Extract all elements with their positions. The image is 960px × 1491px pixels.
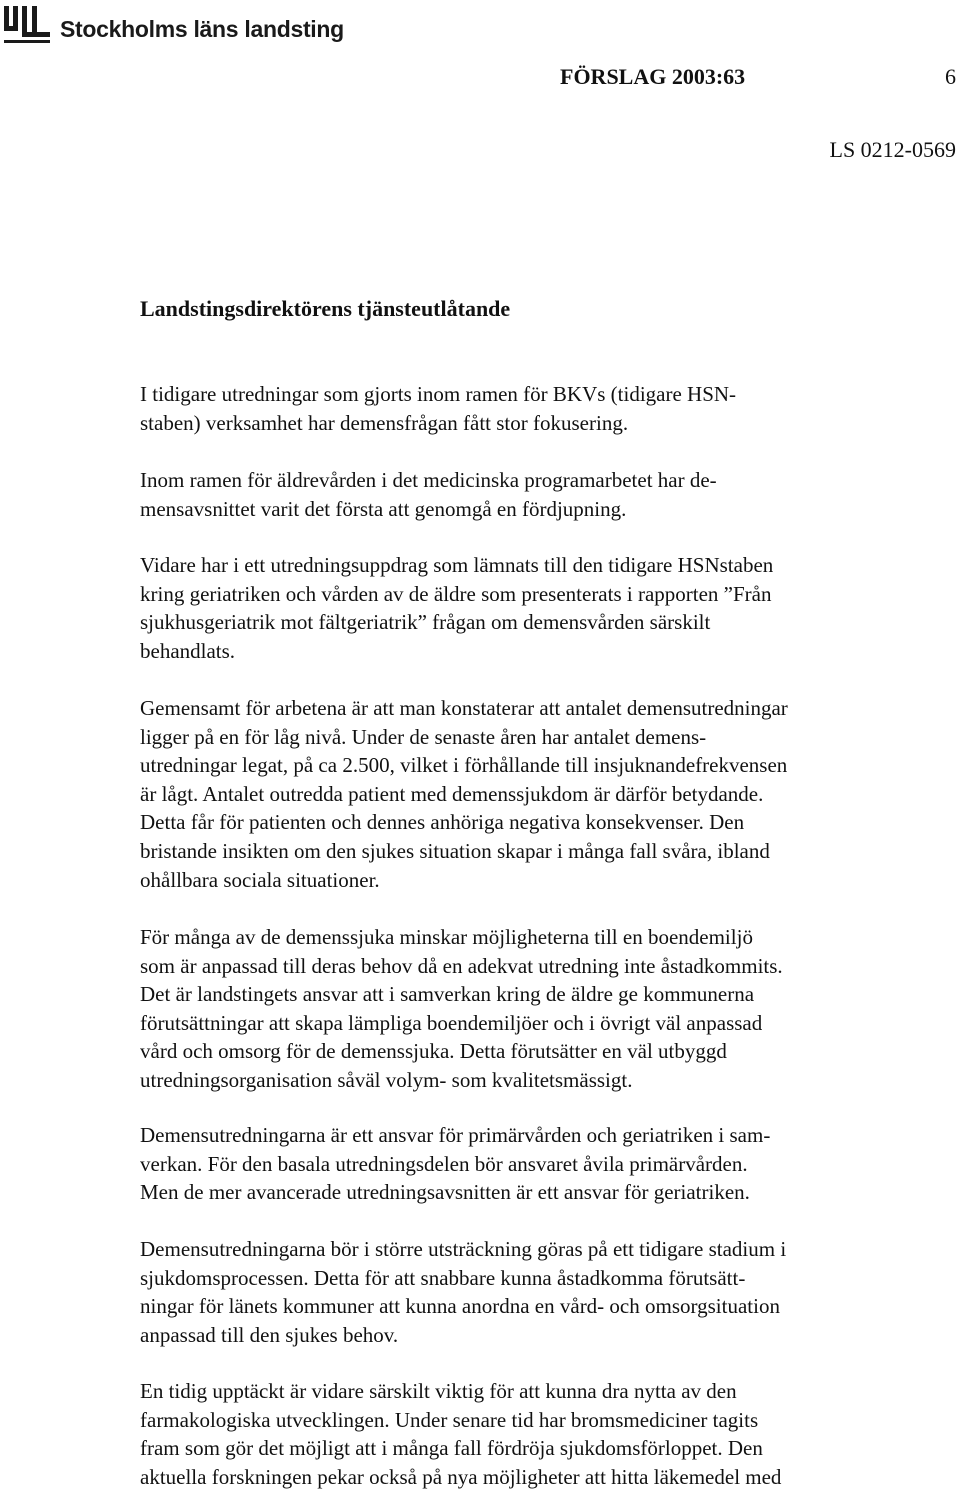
page-number: 6	[945, 64, 956, 89]
text-line: farmakologiska utvecklingen. Under senare tid har bromsmediciner tagits	[140, 1407, 759, 1432]
sll-logo-icon	[2, 4, 52, 46]
text-line: mensavsnittet varit det första att genomgå en fördjupning.	[140, 496, 627, 521]
text-line: Men de mer avancerade utredningsavsnitten är ett ansvar för geriatriken.	[140, 1180, 750, 1205]
text-line: Vidare har i ett utredningsuppdrag som lämnats till den tidigare HSNstaben	[140, 553, 774, 577]
text-line: anpassad till den sjukes behov.	[140, 1322, 399, 1347]
paragraph	[140, 1121, 770, 1207]
text-line: behandlats.	[140, 638, 236, 663]
text-line: utredningar legat, på ca 2.500, vilket i förhållande till insjuknandefrekvensen	[140, 753, 788, 778]
paragraph	[140, 551, 773, 665]
text-line: är lågt. Antalet outredda patient med demenssjukdom är därför betydande.	[140, 781, 764, 806]
text-line: sjukhusgeriatrik mot fältgeriatrik” frågan om demensvården särskilt	[140, 610, 711, 635]
text-line: staben) verksamhet har demensfrågan fått stor fokusering.	[140, 410, 629, 435]
paragraph	[140, 1235, 786, 1349]
text-line: ohållbara sociala situationer.	[140, 867, 380, 892]
text-line: utredningsorganisation såväl volym- som kvalitetsmässigt.	[140, 1067, 633, 1092]
text-line: aktuella forskningen pekar också på nya möjligheter att hitta läkemedel med	[140, 1464, 782, 1489]
paragraph	[140, 466, 717, 523]
text-line: ligger på en för låg nivå. Under de senaste åren har antalet demens-	[140, 724, 707, 749]
org-name: Stockholms läns landsting	[60, 15, 344, 42]
text-line: verkan. För den basala utredningsdelen bör ansvaret åvila primärvården.	[140, 1151, 748, 1176]
text-line: Demensutredningarna är ett ansvar för primärvården och geriatriken i sam-	[140, 1123, 771, 1147]
text-line: En tidig upptäckt är vidare särskilt viktig för att kunna dra nytta av den	[140, 1379, 737, 1403]
reference-number: LS 0212-0569	[829, 137, 956, 162]
text-line: I tidigare utredningar som gjorts inom ramen för BKVs (tidigare HSN-	[140, 382, 737, 406]
text-line: kring geriatriken och vården av de äldre som presenterats i rapporten ”Från	[140, 581, 772, 606]
paragraph	[140, 694, 788, 894]
text-line: som är anpassad till deras behov då en adekvat utredning inte åstadkommits.	[140, 953, 783, 978]
text-line: ningar för länets kommuner att kunna anordna en vård- och omsorgsituation	[140, 1294, 780, 1319]
text-line: Detta får för patienten och dennes anhöriga negativa konsekvenser. Den	[140, 810, 745, 835]
document-id: FÖRSLAG 2003:63	[560, 64, 746, 89]
text-line: vård och omsorg för de demenssjuka. Detta förutsätter en väl utbyggd	[140, 1039, 727, 1064]
text-line: Demensutredningarna bör i större utsträckning göras på ett tidigare stadium i	[140, 1237, 787, 1261]
text-line: Det är landstingets ansvar att i samverkan kring de äldre ge kommunerna	[140, 982, 755, 1007]
text-line: fram som gör det möjligt att i många fall fördröja sjukdomsförloppet. Den	[140, 1436, 763, 1461]
text-line: Gemensamt för arbetena är att man konstaterar att antalet demensutredningar	[140, 696, 788, 720]
text-line: förutsättningar att skapa lämpliga boendemiljöer och i övrigt väl anpassad	[140, 1010, 763, 1035]
document-title: Landstingsdirektörens tjänsteutlåtande	[140, 296, 511, 321]
text-line: bristande insikten om den sjukes situation skapar i många fall svåra, ibland	[140, 838, 770, 863]
org-logo	[2, 3, 344, 47]
text-line: För många av de demenssjuka minskar möjligheterna till en boendemiljö	[140, 925, 753, 949]
text-line: sjukdomsprocessen. Detta för att snabbare kunna åstadkomma förutsätt-	[140, 1265, 746, 1290]
text-line: Inom ramen för äldrevården i det medicinska programarbetet har de-	[140, 468, 717, 492]
paragraph	[140, 380, 736, 437]
paragraph	[140, 1377, 781, 1491]
paragraph	[140, 923, 783, 1095]
